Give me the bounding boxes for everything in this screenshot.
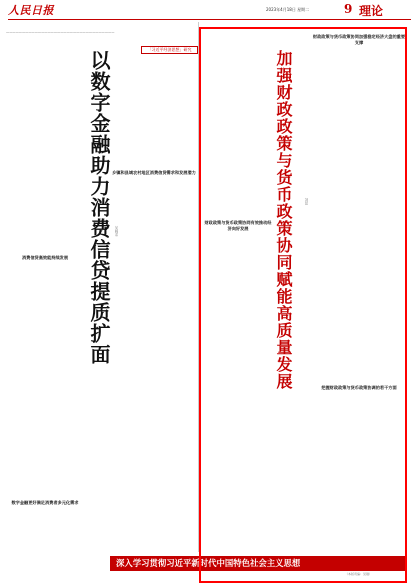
right-article-body-a	[203, 30, 273, 550]
newspaper-logo: 人民日报	[8, 4, 54, 17]
theme-banner: 深入学习贯彻习近平新时代中国特色社会主义思想	[110, 556, 407, 571]
left-sub-head-1: 消费信贷高效能持续发展	[21, 254, 69, 260]
masthead-rule	[8, 19, 411, 20]
left-article-title: 以数字金融助力消费信贷提质扩面	[87, 50, 111, 365]
left-sub-head-2: 乡镇和县域农村地区消费信贷需求和发展潜力	[112, 170, 196, 175]
right-article-author: 刘昆	[304, 198, 308, 205]
left-sub-head-3: 数字金融更好满足消费者多元化需求	[11, 500, 79, 506]
right-sub-head-2: 财政政策与货币政策协同有效推动经济向好发展	[204, 220, 272, 231]
left-article-body-a: —————————————————————————————————— 消费信贷高效能持续发展 数字金融更好满足消费者多元化需求	[6, 30, 115, 506]
section-name: 理论	[359, 4, 384, 18]
right-sub-head-1: 财政政策与货币政策协同加强稳定经济大盘的重要支撑	[312, 34, 406, 45]
dateline: 2023年4月18日 星期二	[266, 7, 310, 12]
editor-note: （本版责编：吴刚）	[345, 572, 373, 576]
right-article-body-b	[312, 30, 406, 550]
column-divider	[198, 22, 199, 552]
column-tag: 「习近平经济思想」研究	[141, 46, 198, 54]
right-sub-head-3: 把握财政政策与货币政策协调的若干方面	[321, 385, 397, 391]
masthead	[4, 2, 407, 18]
left-article-author: 吴晓求	[114, 226, 118, 237]
page-number: 9	[344, 2, 353, 16]
left-article-body-b	[112, 60, 196, 550]
right-article-title: 加强财政政策与货币政策协同赋能高质量发展	[274, 50, 293, 390]
